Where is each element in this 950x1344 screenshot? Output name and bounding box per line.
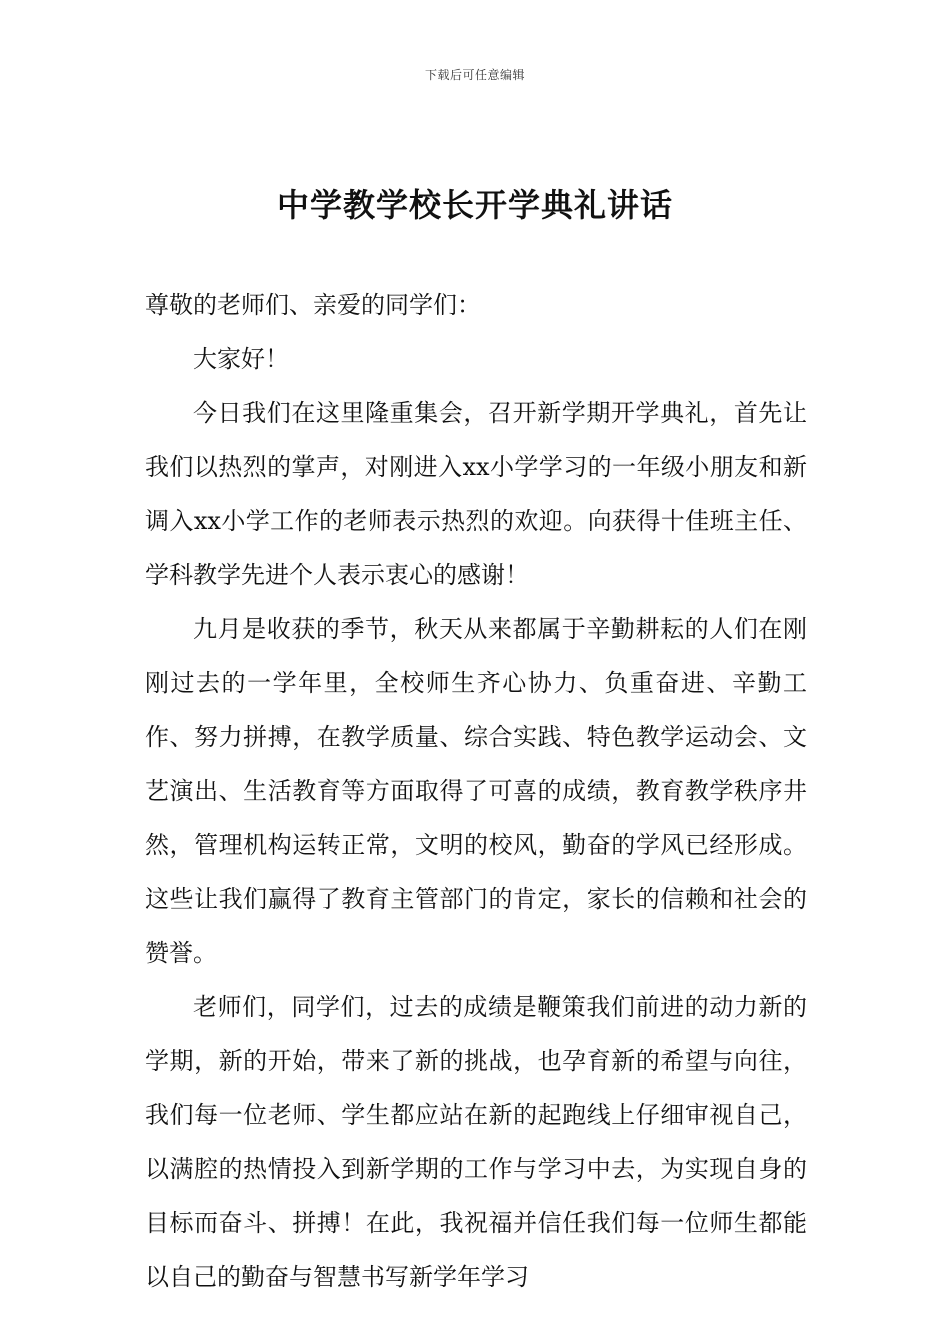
header-note: 下载后可任意编辑 (424, 68, 525, 82)
paragraph-new-semester: 老师们，同学们，过去的成绩是鞭策我们前进的动力新的学期，新的开始，带来了新的挑战，也孕育新的希望与向往，我们每一位老师、学生都应站在新的起跑线上仔细审视自己，以满腔的热情投入到新学期的工作与学习中去，为实现自身的目标而奋斗、拼搏！在此，我祝福并信任我们每一位师生都能以自己的勤奋与智慧书写新学年学习 (145, 993, 807, 1291)
paragraph-welcome: 今日我们在这里隆重集会，召开新学期开学典礼，首先让我们以热烈的掌声，对刚进入xx小学学习的一年级小朋友和新调入xx小学工作的老师表示热烈的欢迎。向获得十佳班主任、学科教学先进个人表示衷心的感谢！ (145, 399, 807, 589)
paragraph-achievements: 九月是收获的季节，秋天从来都属于辛勤耕耘的人们在刚刚过去的一学年里，全校师生齐心协力、负重奋进、辛勤工作、努力拼搏，在教学质量、综合实践、特色教学运动会、文艺演出、生活教育等方面取得了可喜的成绩，教育教学秩序井然，管理机构运转正常，文明的校风，勤奋的学风已经形成。这些让我们赢得了教育主管部门的肯定，家长的信赖和社会的赞誉。 (145, 615, 807, 967)
paragraph-greeting: 大家好！ (193, 345, 289, 373)
page-title: 中学教学校长开学典礼讲话 (276, 186, 673, 224)
salutation: 尊敬的老师们、亲爱的同学们： (145, 291, 481, 319)
document-body (145, 278, 807, 1304)
